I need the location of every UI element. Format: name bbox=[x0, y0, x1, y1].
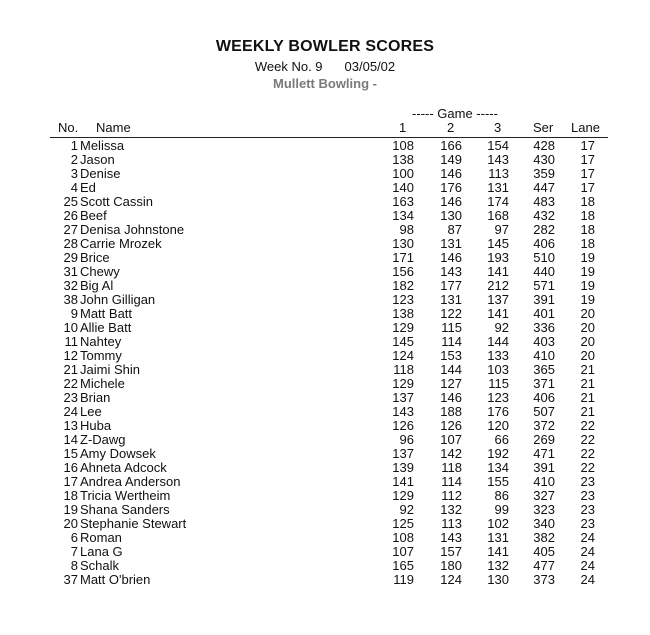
game-2-score: 149 bbox=[440, 152, 462, 167]
game-3-score: 133 bbox=[487, 348, 509, 363]
bowler-name: Amy Dowsek bbox=[80, 446, 156, 461]
game-1-score: 92 bbox=[399, 502, 414, 517]
week-line bbox=[0, 59, 650, 74]
game-2-score: 130 bbox=[440, 208, 462, 223]
game-3-score: 176 bbox=[487, 404, 509, 419]
game-2-score: 131 bbox=[440, 292, 462, 307]
lane-number: 24 bbox=[580, 572, 595, 587]
header-divider bbox=[50, 137, 608, 138]
lane-number: 19 bbox=[580, 250, 595, 265]
table-row bbox=[0, 265, 650, 279]
bowler-name: Schalk bbox=[80, 558, 120, 573]
table-row bbox=[0, 153, 650, 167]
game-2-score: 114 bbox=[441, 334, 462, 349]
series-total: 269 bbox=[533, 432, 555, 447]
series-total: 391 bbox=[533, 460, 555, 475]
bowler-name: Big Al bbox=[80, 278, 114, 293]
game-1-score: 130 bbox=[392, 236, 414, 251]
bowler-number: 18 bbox=[63, 488, 78, 503]
table-row bbox=[0, 195, 650, 209]
game-2-score: 122 bbox=[440, 306, 462, 321]
game-1-score: 145 bbox=[392, 334, 414, 349]
series-total: 403 bbox=[533, 334, 555, 349]
game-2-score: 126 bbox=[440, 418, 462, 433]
game-1-score: 137 bbox=[392, 390, 414, 405]
game-2-score: 176 bbox=[440, 180, 462, 195]
game-1-score: 138 bbox=[392, 152, 414, 167]
lane-number: 20 bbox=[580, 334, 595, 349]
series-total: 406 bbox=[533, 390, 555, 405]
game-3-score: 155 bbox=[487, 474, 509, 489]
bowler-name: Andrea Anderson bbox=[80, 474, 181, 489]
game-3-score: 130 bbox=[487, 572, 509, 587]
bowler-number: 28 bbox=[63, 236, 78, 251]
col-header-name: Name bbox=[96, 120, 131, 135]
table-row bbox=[0, 573, 650, 587]
series-total: 406 bbox=[533, 236, 555, 251]
game-2-score: 166 bbox=[440, 138, 462, 153]
table-row bbox=[0, 489, 650, 503]
game-3-score: 141 bbox=[487, 306, 509, 321]
game-2-score: 157 bbox=[440, 544, 462, 559]
game-3-score: 193 bbox=[487, 250, 509, 265]
series-total: 510 bbox=[533, 250, 555, 265]
lane-number: 17 bbox=[580, 180, 595, 195]
game-2-score: 113 bbox=[441, 516, 462, 531]
game-2-score: 180 bbox=[440, 558, 462, 573]
game-1-score: 125 bbox=[392, 516, 414, 531]
bowler-name: Ahneta Adcock bbox=[80, 460, 167, 475]
game-3-score: 102 bbox=[487, 516, 509, 531]
series-total: 282 bbox=[533, 222, 555, 237]
game-2-score: 146 bbox=[440, 250, 462, 265]
lane-number: 22 bbox=[580, 446, 595, 461]
table-row bbox=[0, 209, 650, 223]
game-3-score: 131 bbox=[487, 530, 509, 545]
bowler-number: 24 bbox=[63, 404, 78, 419]
game-2-score: 115 bbox=[441, 320, 462, 335]
game-2-score: 146 bbox=[440, 166, 462, 181]
lane-number: 21 bbox=[580, 362, 595, 377]
table-row bbox=[0, 461, 650, 475]
bowler-name: Ed bbox=[80, 180, 96, 195]
column-headers bbox=[0, 120, 650, 137]
game-3-score: 99 bbox=[494, 502, 509, 517]
bowler-number: 2 bbox=[70, 152, 78, 167]
game-3-score: 132 bbox=[487, 558, 509, 573]
game-3-score: 168 bbox=[487, 208, 509, 223]
lane-number: 24 bbox=[580, 558, 595, 573]
bowler-name: Brice bbox=[80, 250, 110, 265]
game-1-score: 143 bbox=[392, 404, 414, 419]
bowler-name: Carrie Mrozek bbox=[80, 236, 162, 251]
game-2-score: 118 bbox=[441, 460, 462, 475]
lane-number: 23 bbox=[580, 488, 595, 503]
lane-number: 22 bbox=[580, 432, 595, 447]
series-total: 432 bbox=[533, 208, 555, 223]
series-total: 401 bbox=[533, 306, 555, 321]
bowler-number: 17 bbox=[63, 474, 78, 489]
bowler-number: 31 bbox=[63, 264, 78, 279]
bowler-number: 38 bbox=[63, 292, 78, 307]
table-row bbox=[0, 419, 650, 433]
game-3-score: 134 bbox=[487, 460, 509, 475]
table-row bbox=[0, 139, 650, 153]
bowler-name: Melissa bbox=[80, 138, 125, 153]
bowler-number: 26 bbox=[63, 208, 78, 223]
game-1-score: 137 bbox=[392, 446, 414, 461]
lane-number: 22 bbox=[580, 418, 595, 433]
bowler-name: Matt O'brien bbox=[80, 572, 151, 587]
table-row bbox=[0, 475, 650, 489]
table-row bbox=[0, 223, 650, 237]
bowler-number: 8 bbox=[70, 558, 78, 573]
bowler-name: Denise bbox=[80, 166, 121, 181]
game-3-score: 143 bbox=[487, 152, 509, 167]
game-2-score: 131 bbox=[440, 236, 462, 251]
bowler-name: Huba bbox=[80, 418, 112, 433]
bowler-name: Jaimi Shin bbox=[80, 362, 140, 377]
series-total: 571 bbox=[533, 278, 555, 293]
game-3-score: 141 bbox=[487, 544, 509, 559]
series-total: 372 bbox=[533, 418, 555, 433]
bowler-number: 9 bbox=[70, 306, 78, 321]
game-2-score: 188 bbox=[440, 404, 462, 419]
game-3-score: 97 bbox=[494, 222, 509, 237]
series-total: 440 bbox=[533, 264, 555, 279]
bowler-name: Jason bbox=[80, 152, 115, 167]
col-header-game-2: 2 bbox=[447, 120, 455, 135]
game-3-score: 141 bbox=[487, 264, 509, 279]
game-2-score: 144 bbox=[440, 362, 462, 377]
game-group-header: ----- Game ----- bbox=[412, 106, 498, 121]
bowler-name: Z-Dawg bbox=[80, 432, 126, 447]
game-1-score: 139 bbox=[392, 460, 414, 475]
game-1-score: 138 bbox=[392, 306, 414, 321]
bowler-number: 19 bbox=[63, 502, 78, 517]
bowler-name: Scott Cassin bbox=[80, 194, 153, 209]
series-total: 371 bbox=[533, 376, 555, 391]
table-row bbox=[0, 237, 650, 251]
game-3-score: 137 bbox=[487, 292, 509, 307]
bowler-name: Michele bbox=[80, 376, 125, 391]
game-3-score: 154 bbox=[487, 138, 509, 153]
lane-number: 23 bbox=[580, 502, 595, 517]
series-total: 365 bbox=[533, 362, 555, 377]
table-row bbox=[0, 531, 650, 545]
bowler-number: 12 bbox=[63, 348, 78, 363]
game-3-score: 174 bbox=[487, 194, 509, 209]
bowler-number: 10 bbox=[63, 320, 78, 335]
game-2-score: 153 bbox=[440, 348, 462, 363]
col-header-game-1: 1 bbox=[399, 120, 407, 135]
table-row bbox=[0, 559, 650, 573]
game-2-score: 124 bbox=[440, 572, 462, 587]
game-2-score: 114 bbox=[441, 474, 462, 489]
series-total: 483 bbox=[533, 194, 555, 209]
score-table bbox=[0, 139, 650, 587]
lane-number: 17 bbox=[580, 166, 595, 181]
game-1-score: 163 bbox=[392, 194, 414, 209]
bowler-number: 4 bbox=[70, 180, 78, 195]
series-total: 391 bbox=[533, 292, 555, 307]
game-1-score: 171 bbox=[392, 250, 414, 265]
series-total: 471 bbox=[533, 446, 555, 461]
game-3-score: 120 bbox=[487, 418, 509, 433]
game-1-score: 100 bbox=[392, 166, 414, 181]
bowler-name: Lana G bbox=[80, 544, 123, 559]
lane-number: 18 bbox=[580, 208, 595, 223]
table-row bbox=[0, 433, 650, 447]
bowler-number: 27 bbox=[63, 222, 78, 237]
table-row bbox=[0, 321, 650, 335]
game-3-score: 212 bbox=[487, 278, 509, 293]
game-2-score: 143 bbox=[440, 264, 462, 279]
lane-number: 19 bbox=[580, 264, 595, 279]
table-row bbox=[0, 545, 650, 559]
bowler-name: Tricia Wertheim bbox=[80, 488, 171, 503]
table-row bbox=[0, 307, 650, 321]
lane-number: 18 bbox=[580, 194, 595, 209]
lane-number: 17 bbox=[580, 138, 595, 153]
series-total: 447 bbox=[533, 180, 555, 195]
col-header-game-3: 3 bbox=[494, 120, 502, 135]
table-row bbox=[0, 377, 650, 391]
game-2-score: 143 bbox=[440, 530, 462, 545]
lane-number: 17 bbox=[580, 152, 595, 167]
page-title: WEEKLY BOWLER SCORES bbox=[215, 38, 435, 55]
lane-number: 18 bbox=[580, 236, 595, 251]
game-1-score: 108 bbox=[392, 138, 414, 153]
game-1-score: 96 bbox=[399, 432, 414, 447]
lane-number: 21 bbox=[580, 390, 595, 405]
game-3-score: 131 bbox=[487, 180, 509, 195]
game-3-score: 92 bbox=[494, 320, 509, 335]
series-total: 430 bbox=[533, 152, 555, 167]
bowler-name: Brian bbox=[80, 390, 111, 405]
table-row bbox=[0, 391, 650, 405]
game-2-score: 107 bbox=[440, 432, 462, 447]
bowler-number: 21 bbox=[63, 362, 78, 377]
bowler-name: Allie Batt bbox=[80, 320, 132, 335]
bowler-number: 23 bbox=[63, 390, 78, 405]
table-row bbox=[0, 405, 650, 419]
bowler-number: 11 bbox=[64, 334, 78, 349]
series-total: 340 bbox=[533, 516, 555, 531]
bowler-number: 13 bbox=[63, 418, 78, 433]
series-total: 327 bbox=[533, 488, 555, 503]
bowler-number: 1 bbox=[70, 138, 78, 153]
game-1-score: 126 bbox=[392, 418, 414, 433]
table-row bbox=[0, 279, 650, 293]
lane-number: 23 bbox=[580, 516, 595, 531]
game-3-score: 144 bbox=[487, 334, 509, 349]
bowler-name: Nahtey bbox=[80, 334, 122, 349]
game-3-score: 113 bbox=[488, 166, 509, 181]
game-1-score: 140 bbox=[392, 180, 414, 195]
game-1-score: 141 bbox=[392, 474, 414, 489]
bowler-number: 16 bbox=[63, 460, 78, 475]
bowler-name: Denisa Johnstone bbox=[80, 222, 185, 237]
game-1-score: 124 bbox=[392, 348, 414, 363]
lane-number: 19 bbox=[580, 278, 595, 293]
game-3-score: 103 bbox=[487, 362, 509, 377]
game-3-score: 115 bbox=[488, 376, 509, 391]
bowler-number: 37 bbox=[63, 572, 78, 587]
game-2-score: 87 bbox=[447, 222, 462, 237]
game-1-score: 123 bbox=[392, 292, 414, 307]
game-1-score: 119 bbox=[393, 572, 414, 587]
game-3-score: 66 bbox=[494, 432, 509, 447]
series-total: 507 bbox=[533, 404, 555, 419]
bowler-number: 3 bbox=[70, 166, 78, 181]
lane-number: 24 bbox=[580, 544, 595, 559]
table-row bbox=[0, 349, 650, 363]
game-1-score: 182 bbox=[392, 278, 414, 293]
series-total: 405 bbox=[533, 544, 555, 559]
game-2-score: 142 bbox=[440, 446, 462, 461]
col-header-no: No. bbox=[58, 120, 79, 135]
lane-number: 20 bbox=[580, 320, 595, 335]
game-1-score: 165 bbox=[392, 558, 414, 573]
bowler-name: John Gilligan bbox=[80, 292, 156, 307]
table-row bbox=[0, 167, 650, 181]
lane-number: 19 bbox=[580, 292, 595, 307]
game-3-score: 123 bbox=[487, 390, 509, 405]
game-1-score: 134 bbox=[392, 208, 414, 223]
bowler-number: 7 bbox=[70, 544, 78, 559]
game-3-score: 192 bbox=[487, 446, 509, 461]
bowler-name: Roman bbox=[80, 530, 122, 545]
bowler-name: Chewy bbox=[80, 264, 120, 279]
lane-number: 20 bbox=[580, 348, 595, 363]
game-1-score: 107 bbox=[392, 544, 414, 559]
game-2-score: 127 bbox=[440, 376, 462, 391]
date-label: 03/05/02 bbox=[344, 59, 396, 74]
bowler-number: 15 bbox=[63, 446, 78, 461]
bowler-name: Stephanie Stewart bbox=[80, 516, 187, 531]
bowler-number: 25 bbox=[63, 194, 78, 209]
series-total: 410 bbox=[533, 348, 555, 363]
bowler-name: Shana Sanders bbox=[80, 502, 170, 517]
bowler-number: 6 bbox=[70, 530, 78, 545]
table-row bbox=[0, 293, 650, 307]
game-2-score: 112 bbox=[441, 488, 462, 503]
game-3-score: 86 bbox=[494, 488, 509, 503]
game-1-score: 118 bbox=[393, 362, 414, 377]
table-row bbox=[0, 251, 650, 265]
series-total: 359 bbox=[533, 166, 555, 181]
week-label: Week No. 9 bbox=[254, 59, 323, 74]
table-row bbox=[0, 181, 650, 195]
lane-number: 20 bbox=[580, 306, 595, 321]
game-2-score: 146 bbox=[440, 390, 462, 405]
col-header-lane: Lane bbox=[571, 120, 600, 135]
bowler-name: Tommy bbox=[80, 348, 122, 363]
game-1-score: 129 bbox=[392, 488, 414, 503]
series-total: 428 bbox=[533, 138, 555, 153]
lane-number: 22 bbox=[580, 460, 595, 475]
table-row bbox=[0, 447, 650, 461]
bowler-number: 29 bbox=[63, 250, 78, 265]
game-2-score: 132 bbox=[440, 502, 462, 517]
col-header-series: Ser bbox=[533, 120, 554, 135]
game-2-score: 177 bbox=[440, 278, 462, 293]
table-row bbox=[0, 517, 650, 531]
bowler-name: Lee bbox=[80, 404, 102, 419]
game-3-score: 145 bbox=[487, 236, 509, 251]
bowler-number: 32 bbox=[63, 278, 78, 293]
table-row bbox=[0, 503, 650, 517]
game-1-score: 98 bbox=[399, 222, 414, 237]
series-total: 323 bbox=[533, 502, 555, 517]
table-row bbox=[0, 335, 650, 349]
bowler-number: 20 bbox=[63, 516, 78, 531]
lane-number: 18 bbox=[580, 222, 595, 237]
series-total: 477 bbox=[533, 558, 555, 573]
bowler-number: 14 bbox=[63, 432, 78, 447]
game-2-score: 146 bbox=[440, 194, 462, 209]
lane-number: 21 bbox=[580, 404, 595, 419]
bowler-number: 22 bbox=[63, 376, 78, 391]
series-total: 410 bbox=[533, 474, 555, 489]
series-total: 373 bbox=[533, 572, 555, 587]
series-total: 336 bbox=[533, 320, 555, 335]
game-1-score: 156 bbox=[392, 264, 414, 279]
game-1-score: 129 bbox=[392, 376, 414, 391]
game-1-score: 108 bbox=[392, 530, 414, 545]
bowler-name: Matt Batt bbox=[80, 306, 133, 321]
lane-number: 24 bbox=[580, 530, 595, 545]
alley-name: Mullett Bowling - bbox=[273, 76, 377, 91]
bowler-name: Beef bbox=[80, 208, 107, 223]
lane-number: 23 bbox=[580, 474, 595, 489]
lane-number: 21 bbox=[580, 376, 595, 391]
table-row bbox=[0, 363, 650, 377]
series-total: 382 bbox=[533, 530, 555, 545]
game-1-score: 129 bbox=[392, 320, 414, 335]
